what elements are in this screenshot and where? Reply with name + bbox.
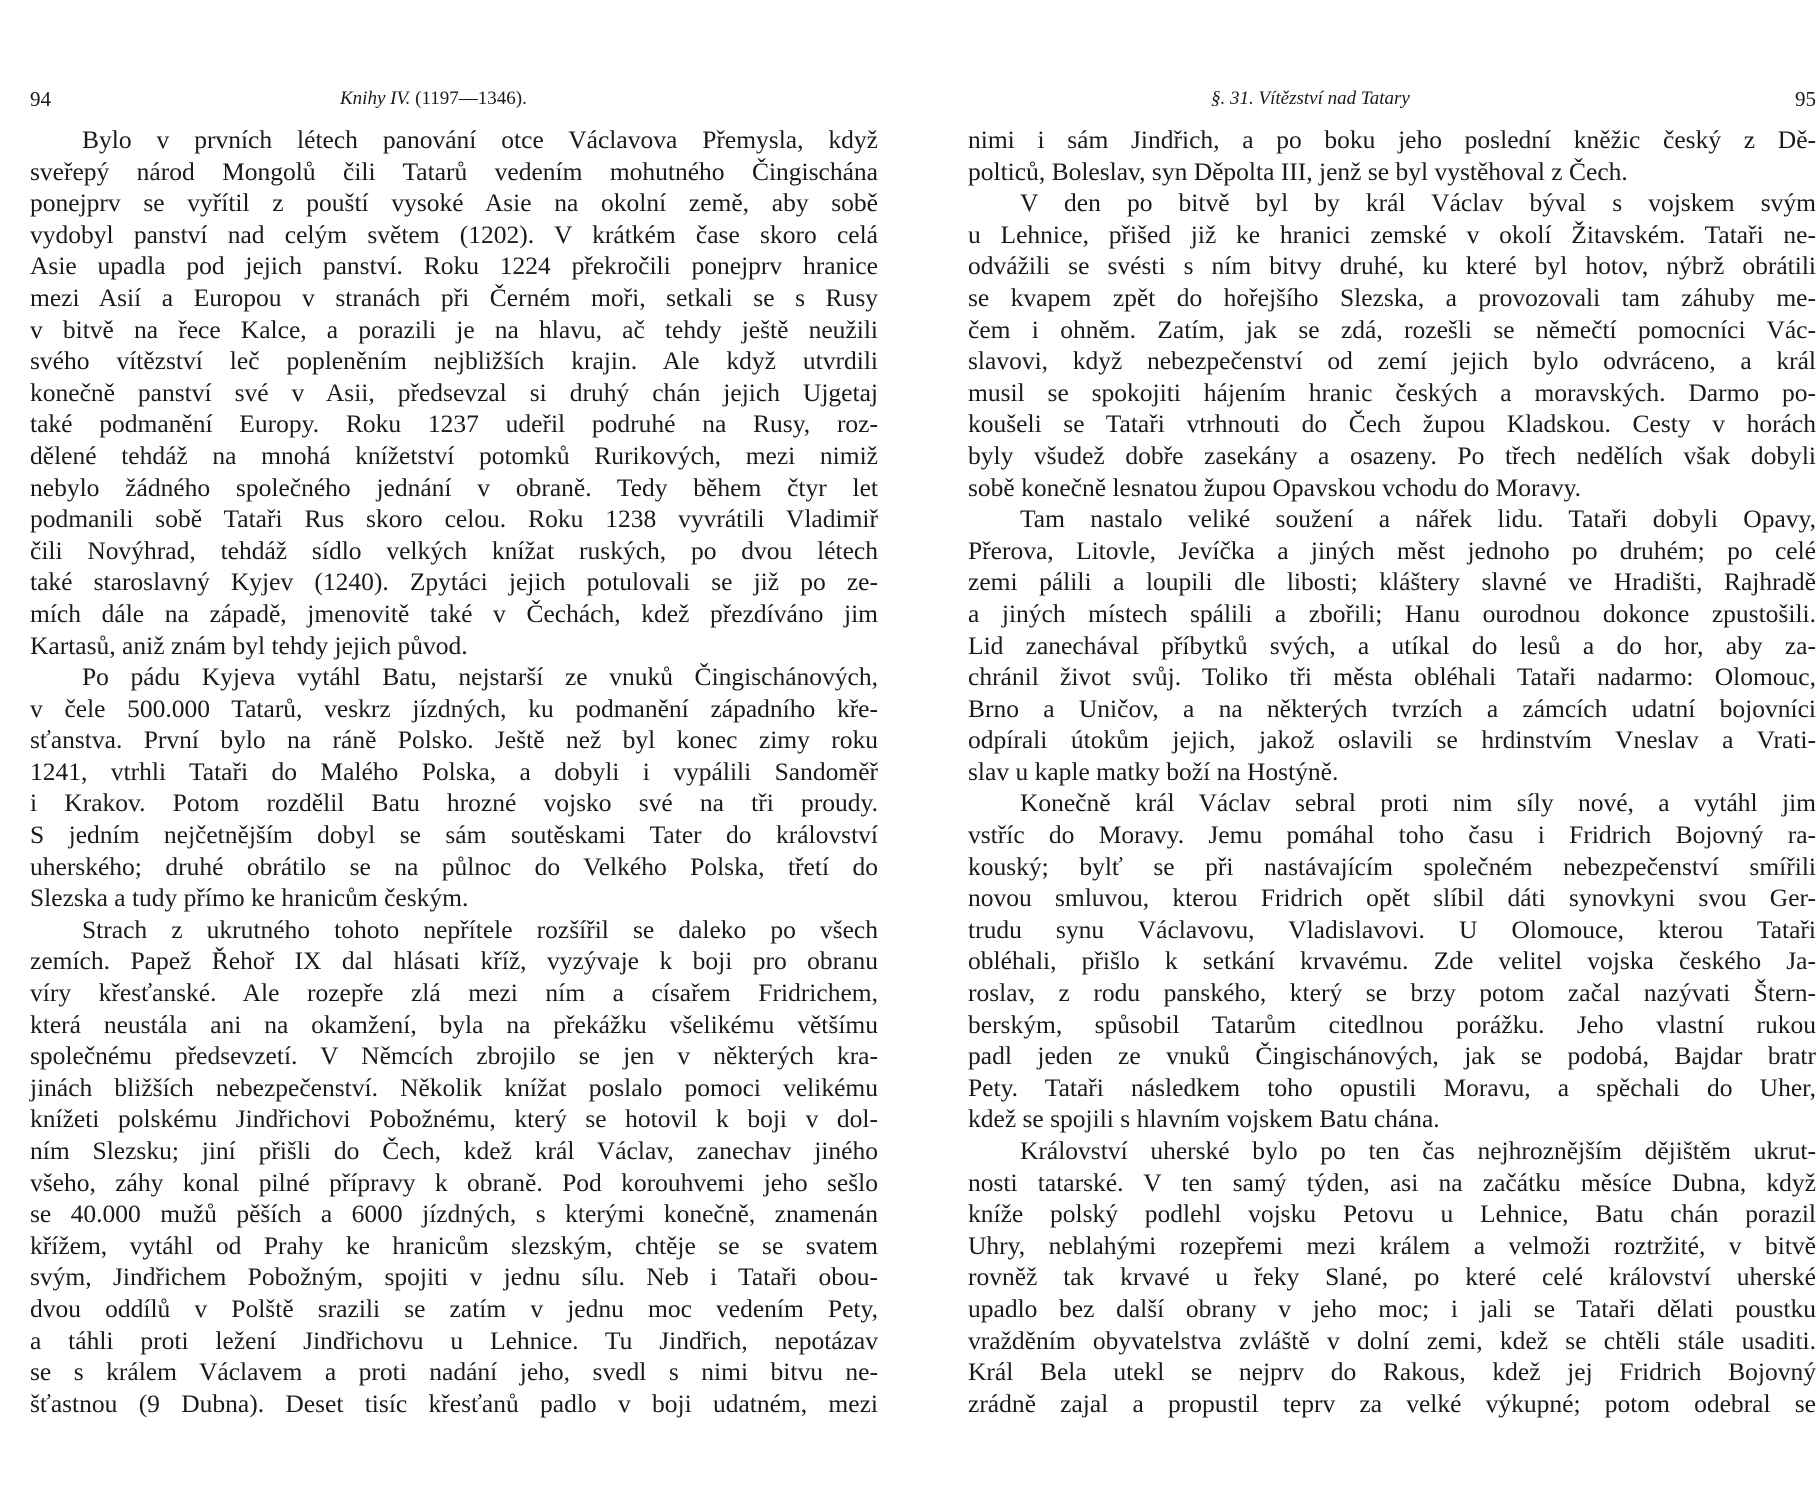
text-line: polticů, Boleslav, syn Děpolta III, jenž se byl vystěhoval z Čech. — [968, 156, 1628, 186]
text-line: Tam nastalo veliké soužení a nářek lidu. Tataři dobyli Opavy, — [1020, 504, 1816, 534]
text-line: se 40.000 mužů pěších a 6000 jízdných, s kterými konečně, znamenán — [30, 1199, 878, 1229]
text-line: dělené tehdáž na mnohá knížetství potomků Rurikových, mezi nimiž — [30, 440, 878, 470]
running-title-text: Knihy IV. — [340, 88, 411, 109]
text-line: mezi Asií a Europou v stranách při Černém moři, setkali se s Rusy — [30, 282, 878, 312]
text-line: křížem, vytáhl od Prahy ke hranicům slezským, chtěje se se svatem — [30, 1230, 878, 1260]
text-line: u Lehnice, přišed již ke hranici zemské v okolí Žitavském. Tataři ne- — [968, 219, 1816, 249]
text-line: mích dále na západě, jmenovitě také v Čechách, kdež přezdíváno jim — [30, 598, 878, 628]
text-line: Bylo v prvních létech panování otce Václavova Přemysla, když — [82, 125, 878, 154]
text-line: a jiných místech spálili a zbořili; Hanu ourodnou dokonce zpustošili. — [968, 598, 1816, 628]
paragraph — [968, 124, 1816, 187]
text-line: Strach z ukrutného tohoto nepřítele rozšířil se daleko po všech — [82, 914, 878, 944]
running-title — [340, 80, 527, 118]
text-line: Přerova, Litovle, Jevíčka a jiných měst jednoho po druhém; po celé — [968, 535, 1816, 565]
text-line: zemi pálili a loupili dle libosti; kláštery slavné ve Hradišti, Rajhradě — [968, 567, 1816, 597]
text-line: kouský; bylť se při nastávajícím společném nebezpečenství smířili — [968, 851, 1816, 881]
paragraph — [30, 124, 878, 661]
text-line: také podmanění Europy. Roku 1237 udeřil podruhé na Rusy, roz- — [30, 409, 878, 439]
text-line: rovněž tak krvavé u řeky Slané, po které celé království uherské — [968, 1262, 1816, 1292]
text-line: koušeli se Tataři vtrhnouti do Čech župou Kladskou. Cesty v horách — [968, 409, 1816, 439]
text-line: svého vítězství leč popleněním nejbližších krajin. Ale když utvrdili — [30, 346, 878, 376]
running-years: (1197—1346). — [415, 88, 527, 109]
text-line: odvážili se svésti s ním bitvy druhé, ku které byl hotov, nýbrž obrátili — [968, 251, 1816, 281]
text-line: zemích. Papež Řehoř IX dal hlásati kříž, vyzývaje k boji pro obranu — [30, 946, 878, 976]
text-line: se s králem Václavem a proti nadání jeho, svedl s nimi bitvu ne- — [30, 1357, 878, 1387]
text-line: sťanstva. První bylo na ráně Polsko. Ještě než byl konec zimy roku — [30, 725, 878, 755]
text-line: Pety. Tataři následkem toho opustili Moravu, a spěchali do Uher, — [968, 1072, 1816, 1102]
text-line: se kvapem zpět do hořejšího Slezska, a provozovali tam záhuby me- — [968, 282, 1816, 312]
right-running-head — [968, 80, 1816, 118]
text-line: Asie upadla pod jejich panství. Roku 1224 překročili ponejprv hranice — [30, 251, 878, 281]
text-line: sveřepý národ Mongolů čili Tatarů vedením mohutného Čingischána — [30, 156, 878, 186]
text-line: Král Bela utekl se nejprv do Rakous, kdež jej Fridrich Bojovný — [968, 1357, 1816, 1387]
text-line: zrádně zajal a propustil teprv za velké výkupné; potom odebral se — [968, 1388, 1816, 1418]
text-line: ním Slezsku; jiní přišli do Čech, kdež král Václav, zanechav jiného — [30, 1136, 878, 1165]
text-line: konečně panství své v Asii, předsevzal si druhý chán jejich Ujgetaj — [30, 377, 878, 407]
text-line: Slezska a tudy přímo ke hranicům českým. — [30, 883, 469, 913]
text-line: obléhali, přišlo k setkání krvavému. Zde velitel vojska českého Ja- — [968, 946, 1816, 976]
text-line: Brno a Uničov, a na některých tvrzích a zámcích udatní bojovníci — [968, 693, 1816, 723]
text-line: Konečně král Václav sebral proti nim síly nové, a vytáhl jim — [1020, 788, 1816, 818]
text-line: odpírali útokům jejich, jakož oslavili se hrdinstvím Vneslav a Vrati- — [968, 725, 1816, 755]
text-line: ponejprv se vyřítil z pouští vysoké Asie na okolní země, aby sobě — [30, 188, 878, 218]
text-line: dvou oddílů v Polště srazili se zatím v jednu moc vedením Pety, — [30, 1293, 878, 1323]
paragraph — [30, 661, 878, 914]
paragraph — [968, 787, 1816, 1135]
text-line: padl jeden ze vnuků Čingischánových, jak se podobá, Bajdar bratr — [968, 1041, 1816, 1071]
text-line: Uhry, neblahými rozepřemi mezi králem a velmoži roztržité, v bitvě — [968, 1230, 1816, 1260]
paragraph — [968, 503, 1816, 787]
left-body-text — [30, 124, 878, 1419]
text-line: vstříc do Moravy. Jemu pomáhal toho času i Fridrich Bojovný ra- — [968, 820, 1816, 850]
left-running-head — [30, 80, 878, 118]
text-line: čili Novýhrad, tehdáž sídlo velkých knížat ruských, po dvou létech — [30, 535, 878, 565]
right-page — [968, 80, 1816, 1419]
text-line: vražděním obyvatelstva zvláště v dolní zemi, kdež se chtěli stále usaditi. — [968, 1325, 1816, 1355]
text-line: S jedním nejčetnějším dobyl se sám soutěskami Tater do království — [30, 820, 878, 850]
text-line: která neustála ani na okamžení, byla na překážku všelikému většímu — [30, 1009, 878, 1039]
text-line: jinách bližších nebezpečenství. Několik knížat poslalo pomoci velikému — [30, 1072, 878, 1102]
text-line: sobě konečně lesnatou župou Opavskou vchodu do Moravy. — [968, 472, 1582, 502]
text-line: uherského; druhé obrátilo se na půlnoc do Velkého Polska, třetí do — [30, 851, 878, 881]
text-line: musil se spokojiti hájením hranic českých a moravských. Darmo po- — [968, 377, 1816, 407]
text-line: nimi i sám Jindřich, a po boku jeho poslední kněžic český z Dě- — [968, 125, 1816, 154]
text-line: trudu synu Václavovu, Vladislavovi. U Olomouce, kterou Tataři — [968, 914, 1816, 944]
text-line: nebylo žádného společného jednání v obraně. Tedy během čtyr let — [30, 472, 878, 502]
text-line: a táhli proti ležení Jindřichovu u Lehnice. Tu Jindřich, nepotázav — [30, 1325, 878, 1355]
text-line: upadlo bez další obrany v jeho moc; i jali se Tataři dělati poustku — [968, 1293, 1816, 1323]
page-number: 94 — [30, 87, 51, 111]
text-line: v bitvě na řece Kalce, a porazili je na hlavu, ač tehdy ještě neužili — [30, 314, 878, 344]
right-body-text — [968, 124, 1816, 1419]
text-line: slavovi, když nebezpečenství od zemí jejich bylo odvráceno, a král — [968, 346, 1816, 376]
text-line: Kartasů, aniž znám byl tehdy jejich původ. — [30, 630, 468, 660]
text-line: kdež se spojili s hlavním vojskem Batu chána. — [968, 1104, 1440, 1134]
text-line: kníže polský podlehl vojsku Petovu u Lehnice, Batu chán porazil — [968, 1199, 1816, 1229]
text-line: vydobyl panství nad celým světem (1202). V krátkém čase skoro celá — [30, 219, 878, 249]
text-line: 1241, vtrhli Tataři do Malého Polska, a dobyli i vypálili Sandoměř — [30, 756, 878, 786]
running-title: §. 31. Vítězství nad Tatary — [1211, 88, 1410, 109]
text-line: berským, spůsobil Tatarům citedlnou porážku. Jeho vlastní rukou — [968, 1009, 1816, 1039]
text-line: také staroslavný Kyjev (1240). Zpytáci jejich potulovali se již po ze- — [30, 567, 878, 597]
text-line: Království uherské bylo po ten čas nejhroznějším dějištěm ukrut- — [1020, 1136, 1816, 1165]
text-line: šťastnou (9 Dubna). Deset tisíc křesťanů padlo v boji udatném, mezi — [30, 1388, 878, 1418]
text-line: Lid zanechával příbytků svých, a utíkal do lesů a do hor, aby za- — [968, 630, 1816, 660]
text-line: slav u kaple matky boží na Hostýně. — [968, 756, 1339, 786]
text-line: svým, Jindřichem Pobožným, spojiti v jednu sílu. Neb i Tataři obou- — [30, 1262, 878, 1292]
text-line: čem i ohněm. Zatím, jak se zdá, rozešli se němečtí pomocníci Vác- — [968, 314, 1816, 344]
text-line: chránil život svůj. Toliko tři města obléhali Tataři nadarmo: Olomouc, — [968, 662, 1816, 692]
text-line: novou smluvou, kterou Fridrich opět slíbil dáti synovkyni svou Ger- — [968, 883, 1816, 913]
paragraph — [968, 187, 1816, 503]
text-line: Po pádu Kyjeva vytáhl Batu, nejstarší ze vnuků Čingischánových, — [82, 662, 878, 692]
paragraph — [968, 1135, 1816, 1419]
page-number: 95 — [1795, 87, 1816, 111]
text-line: v čele 500.000 Tatarů, veskrz jízdných, ku podmanění západního kře- — [30, 693, 878, 723]
text-line: společnému předsevzetí. V Němcích zbrojilo se jen v některých kra- — [30, 1041, 878, 1071]
paragraph — [30, 914, 878, 1420]
text-line: V den po bitvě byl by král Václav býval s vojskem svým — [1020, 188, 1816, 218]
text-line: podmanili sobě Tataři Rus skoro celou. Roku 1238 vyvrátili Vladimiř — [30, 504, 878, 534]
text-line: byly všudež dobře zasekány a osazeny. Po třech nedělích však dobyli — [968, 440, 1816, 470]
text-line: víry křesťanské. Ale rozepře zlá mezi ním a císařem Fridrichem, — [30, 978, 878, 1008]
text-line: knížeti polskému Jindřichovi Pobožnému, který se hotovil k boji v dol- — [30, 1104, 878, 1134]
text-line: roslav, z rodu panského, který se brzy potom začal nazývati Štern- — [968, 978, 1816, 1008]
text-line: nosti tatarské. V ten samý týden, asi na začátku měsíce Dubna, když — [968, 1167, 1816, 1197]
text-line: i Krakov. Potom rozdělil Batu hrozné vojsko své na tři proudy. — [30, 788, 878, 818]
left-page — [30, 80, 878, 1419]
text-line: všeho, záhy konal pilné přípravy k obraně. Pod korouhvemi jeho sešlo — [30, 1167, 878, 1197]
